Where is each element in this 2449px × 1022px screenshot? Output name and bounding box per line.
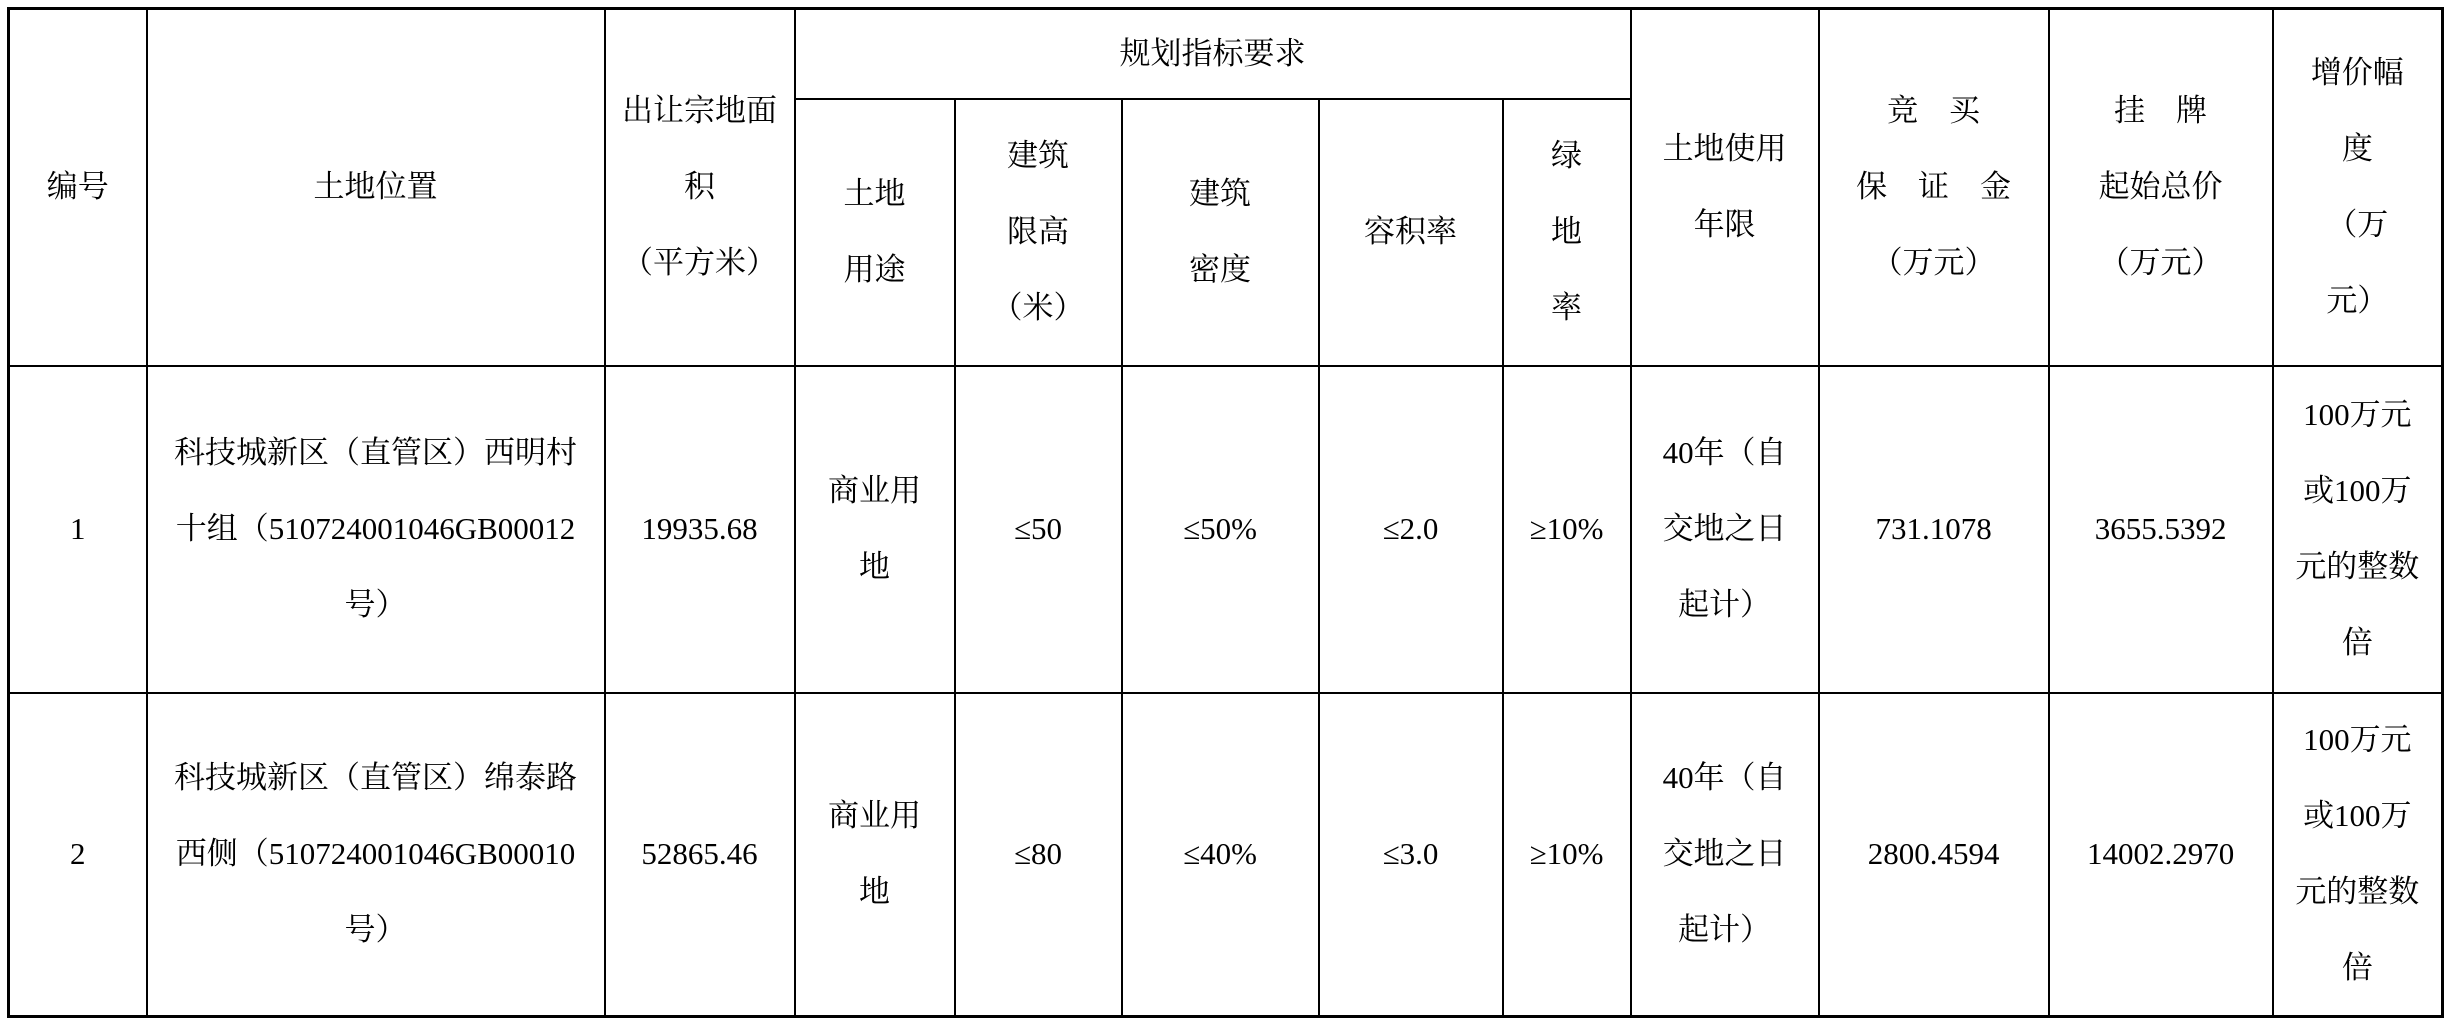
cell-deposit: 731.1078 <box>1819 366 2049 693</box>
cell-location: 科技城新区（直管区）西明村 十组（510724001046GB00012 号） <box>147 366 605 693</box>
cell-tenure: 40年（自 交地之日 起计） <box>1631 366 1819 693</box>
header-cell-area: 出让宗地面 积 （平方米） <box>605 9 795 366</box>
header-cell-tenure: 土地使用 年限 <box>1631 9 1819 366</box>
cell-area: 52865.46 <box>605 693 795 1017</box>
header-cell-deposit: 竞 买 保 证 金 （万元） <box>1819 9 2049 366</box>
header-cell-increment: 增价幅 度 （万 元） <box>2273 9 2443 366</box>
cell-height-limit: ≤80 <box>955 693 1122 1017</box>
table-row <box>9 693 2443 1017</box>
cell-land-use: 商业用 地 <box>795 693 955 1017</box>
cell-land-use: 商业用 地 <box>795 366 955 693</box>
cell-green-rate: ≥10% <box>1503 693 1631 1017</box>
header-cell-height-limit: 建筑 限高 （米） <box>955 99 1122 366</box>
header-cell-green-rate: 绿 地 率 <box>1503 99 1631 366</box>
cell-density: ≤40% <box>1122 693 1319 1017</box>
cell-tenure: 40年（自 交地之日 起计） <box>1631 693 1819 1017</box>
cell-green-rate: ≥10% <box>1503 366 1631 693</box>
land-auction-table <box>7 7 2444 1018</box>
header-cell-land-use: 土地 用途 <box>795 99 955 366</box>
cell-no: 2 <box>9 693 147 1017</box>
cell-increment: 100万元 或100万 元的整数 倍 <box>2273 693 2443 1017</box>
cell-start-price: 14002.2970 <box>2049 693 2273 1017</box>
cell-plot-ratio: ≤3.0 <box>1319 693 1503 1017</box>
cell-plot-ratio: ≤2.0 <box>1319 366 1503 693</box>
cell-area: 19935.68 <box>605 366 795 693</box>
header-cell-planning-group: 规划指标要求 <box>795 9 1631 99</box>
cell-location: 科技城新区（直管区）绵泰路 西侧（510724001046GB00010 号） <box>147 693 605 1017</box>
header-cell-no: 编号 <box>9 9 147 366</box>
table-row <box>9 366 2443 693</box>
cell-increment: 100万元 或100万 元的整数 倍 <box>2273 366 2443 693</box>
header-cell-plot-ratio: 容积率 <box>1319 99 1503 366</box>
cell-deposit: 2800.4594 <box>1819 693 2049 1017</box>
cell-start-price: 3655.5392 <box>2049 366 2273 693</box>
cell-height-limit: ≤50 <box>955 366 1122 693</box>
header-cell-start-price: 挂 牌 起始总价 （万元） <box>2049 9 2273 366</box>
header-cell-density: 建筑 密度 <box>1122 99 1319 366</box>
header-row-1 <box>9 9 2443 99</box>
cell-density: ≤50% <box>1122 366 1319 693</box>
cell-no: 1 <box>9 366 147 693</box>
header-cell-location: 土地位置 <box>147 9 605 366</box>
